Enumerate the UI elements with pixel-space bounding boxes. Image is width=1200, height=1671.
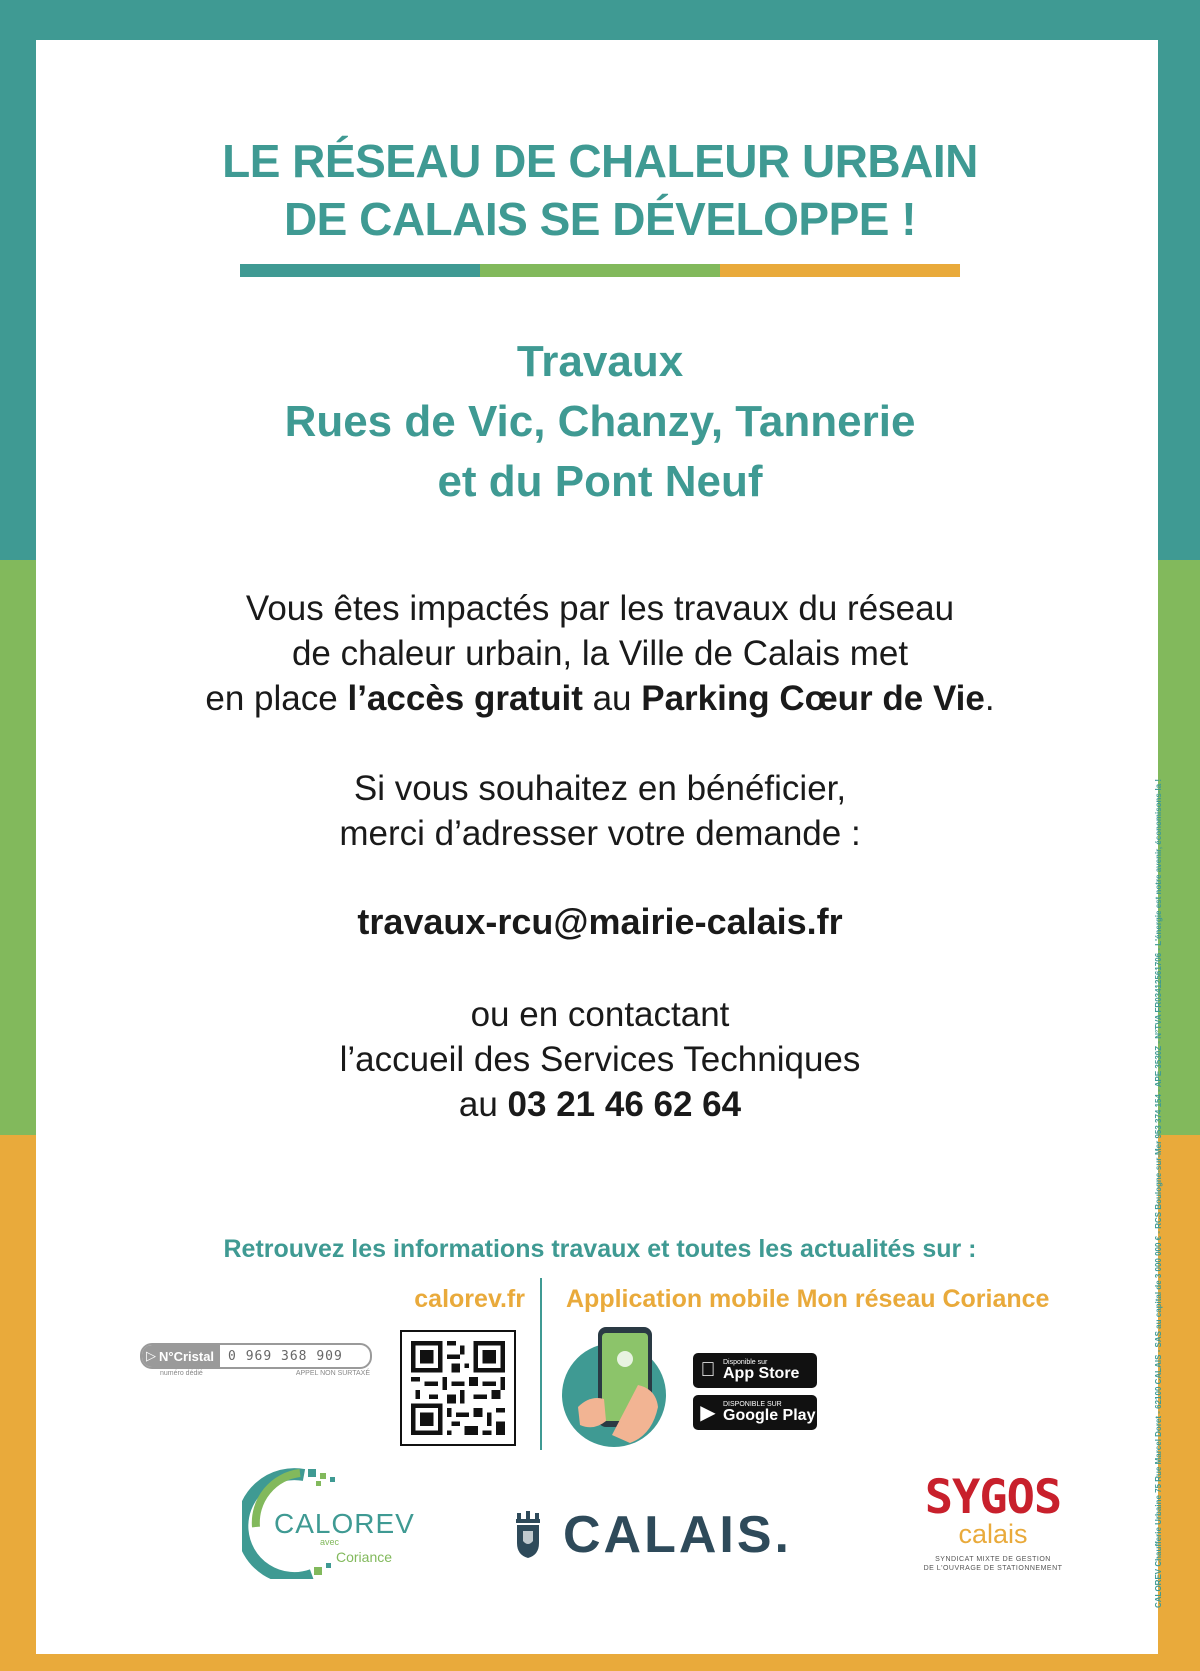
free-access-text: l’accès gratuit <box>347 679 583 718</box>
works-subtitle <box>0 332 1200 512</box>
apple-icon <box>693 1359 723 1382</box>
subtitle-line-2: Rues de Vic, Chanzy, Tannerie <box>284 397 916 446</box>
info-heading: Retrouvez les informations travaux et toutes les actualités sur : <box>223 1235 977 1263</box>
parking-name: Parking Cœur de Vie <box>641 679 985 718</box>
calais-logo-text: CALAIS. <box>563 1506 792 1564</box>
impact-line-2: de chaleur urbain, la Ville de Calais met <box>291 634 909 673</box>
contact-line-3: au 03 21 46 62 64 <box>458 1085 742 1124</box>
cristal-subtext: numéro dédié APPEL NON SURTAXÉ <box>160 1370 370 1377</box>
contact-line-1: ou en contactant <box>470 995 730 1034</box>
sygos-logo-city: calais <box>958 1519 1028 1549</box>
legal-mentions: CALOREV Chaufferie Urbaine 75 Rue Marcel Doret - 62100 CALAIS - SAS au capital de 3 000 000 € - RCS Boulogne-sur-Mer 953 374 154 - APE 3530Z - N°TVA FR03412561706 - L'énergie est notre avenir, économisons-la ! <box>1154 778 1163 1608</box>
sygos-logo-text: SYGOS <box>924 1470 1062 1525</box>
impact-line-1: Vous êtes impactés par les travaux du réseau <box>245 589 955 628</box>
qr-code-icon[interactable] <box>400 1330 516 1446</box>
google-play-icon: ▶ <box>700 1402 716 1424</box>
title-line-1: LE RÉSEAU DE CHALEUR URBAIN <box>222 135 978 187</box>
poster-title <box>0 132 1200 248</box>
phone-app-icon <box>560 1325 672 1452</box>
contact-email[interactable]: travaux-rcu@mairie-calais.fr <box>357 901 843 942</box>
impact-paragraph <box>0 586 1200 721</box>
title-line-2: DE CALAIS SE DÉVELOPPE ! <box>283 193 917 245</box>
calorev-logo-by: avec <box>320 1537 340 1547</box>
google-play-badge[interactable]: ▶ DISPONIBLE SUR Google Play <box>693 1395 817 1430</box>
calais-crest-icon <box>515 1511 541 1559</box>
contact-phone[interactable]: 03 21 46 62 64 <box>507 1085 742 1124</box>
contact-paragraph <box>0 992 1200 1127</box>
subtitle-line-1: Travaux <box>516 337 684 386</box>
request-paragraph <box>0 766 1200 856</box>
info-divider <box>540 1278 542 1450</box>
tricolor-divider <box>240 264 960 277</box>
contact-line-2: l’accueil des Services Techniques <box>339 1040 861 1079</box>
calais-logo <box>515 1505 792 1565</box>
request-line-1: Si vous souhaitez en bénéficier, <box>353 769 847 808</box>
sygos-logo-desc: SYNDICAT MIXTE DE GESTION DE L'OUVRAGE DE STATIONNEMENT <box>923 1556 1063 1572</box>
app-label: Application mobile Mon réseau Coriance <box>566 1285 1050 1313</box>
cristal-phone-number: 0 969 368 909 <box>228 1348 343 1364</box>
calorev-logo-text: CALOREV <box>274 1508 415 1539</box>
sygos-logo <box>918 1470 1068 1573</box>
calorev-logo-sub: Coriance <box>336 1549 393 1565</box>
app-store-badge[interactable]: Disponible sur App Store <box>693 1353 817 1388</box>
subtitle-line-3: et du Pont Neuf <box>437 457 763 506</box>
impact-line-3: en place l’accès gratuit au Parking Cœur de Vie. <box>205 679 995 718</box>
play-icon: ▷ <box>146 1348 156 1363</box>
request-line-2: merci d’adresser votre demande : <box>339 814 861 853</box>
cristal-number-badge[interactable]: ▷ N°Cristal 0 969 368 909 <box>140 1343 372 1369</box>
website-link[interactable]: calorev.fr <box>414 1285 525 1313</box>
